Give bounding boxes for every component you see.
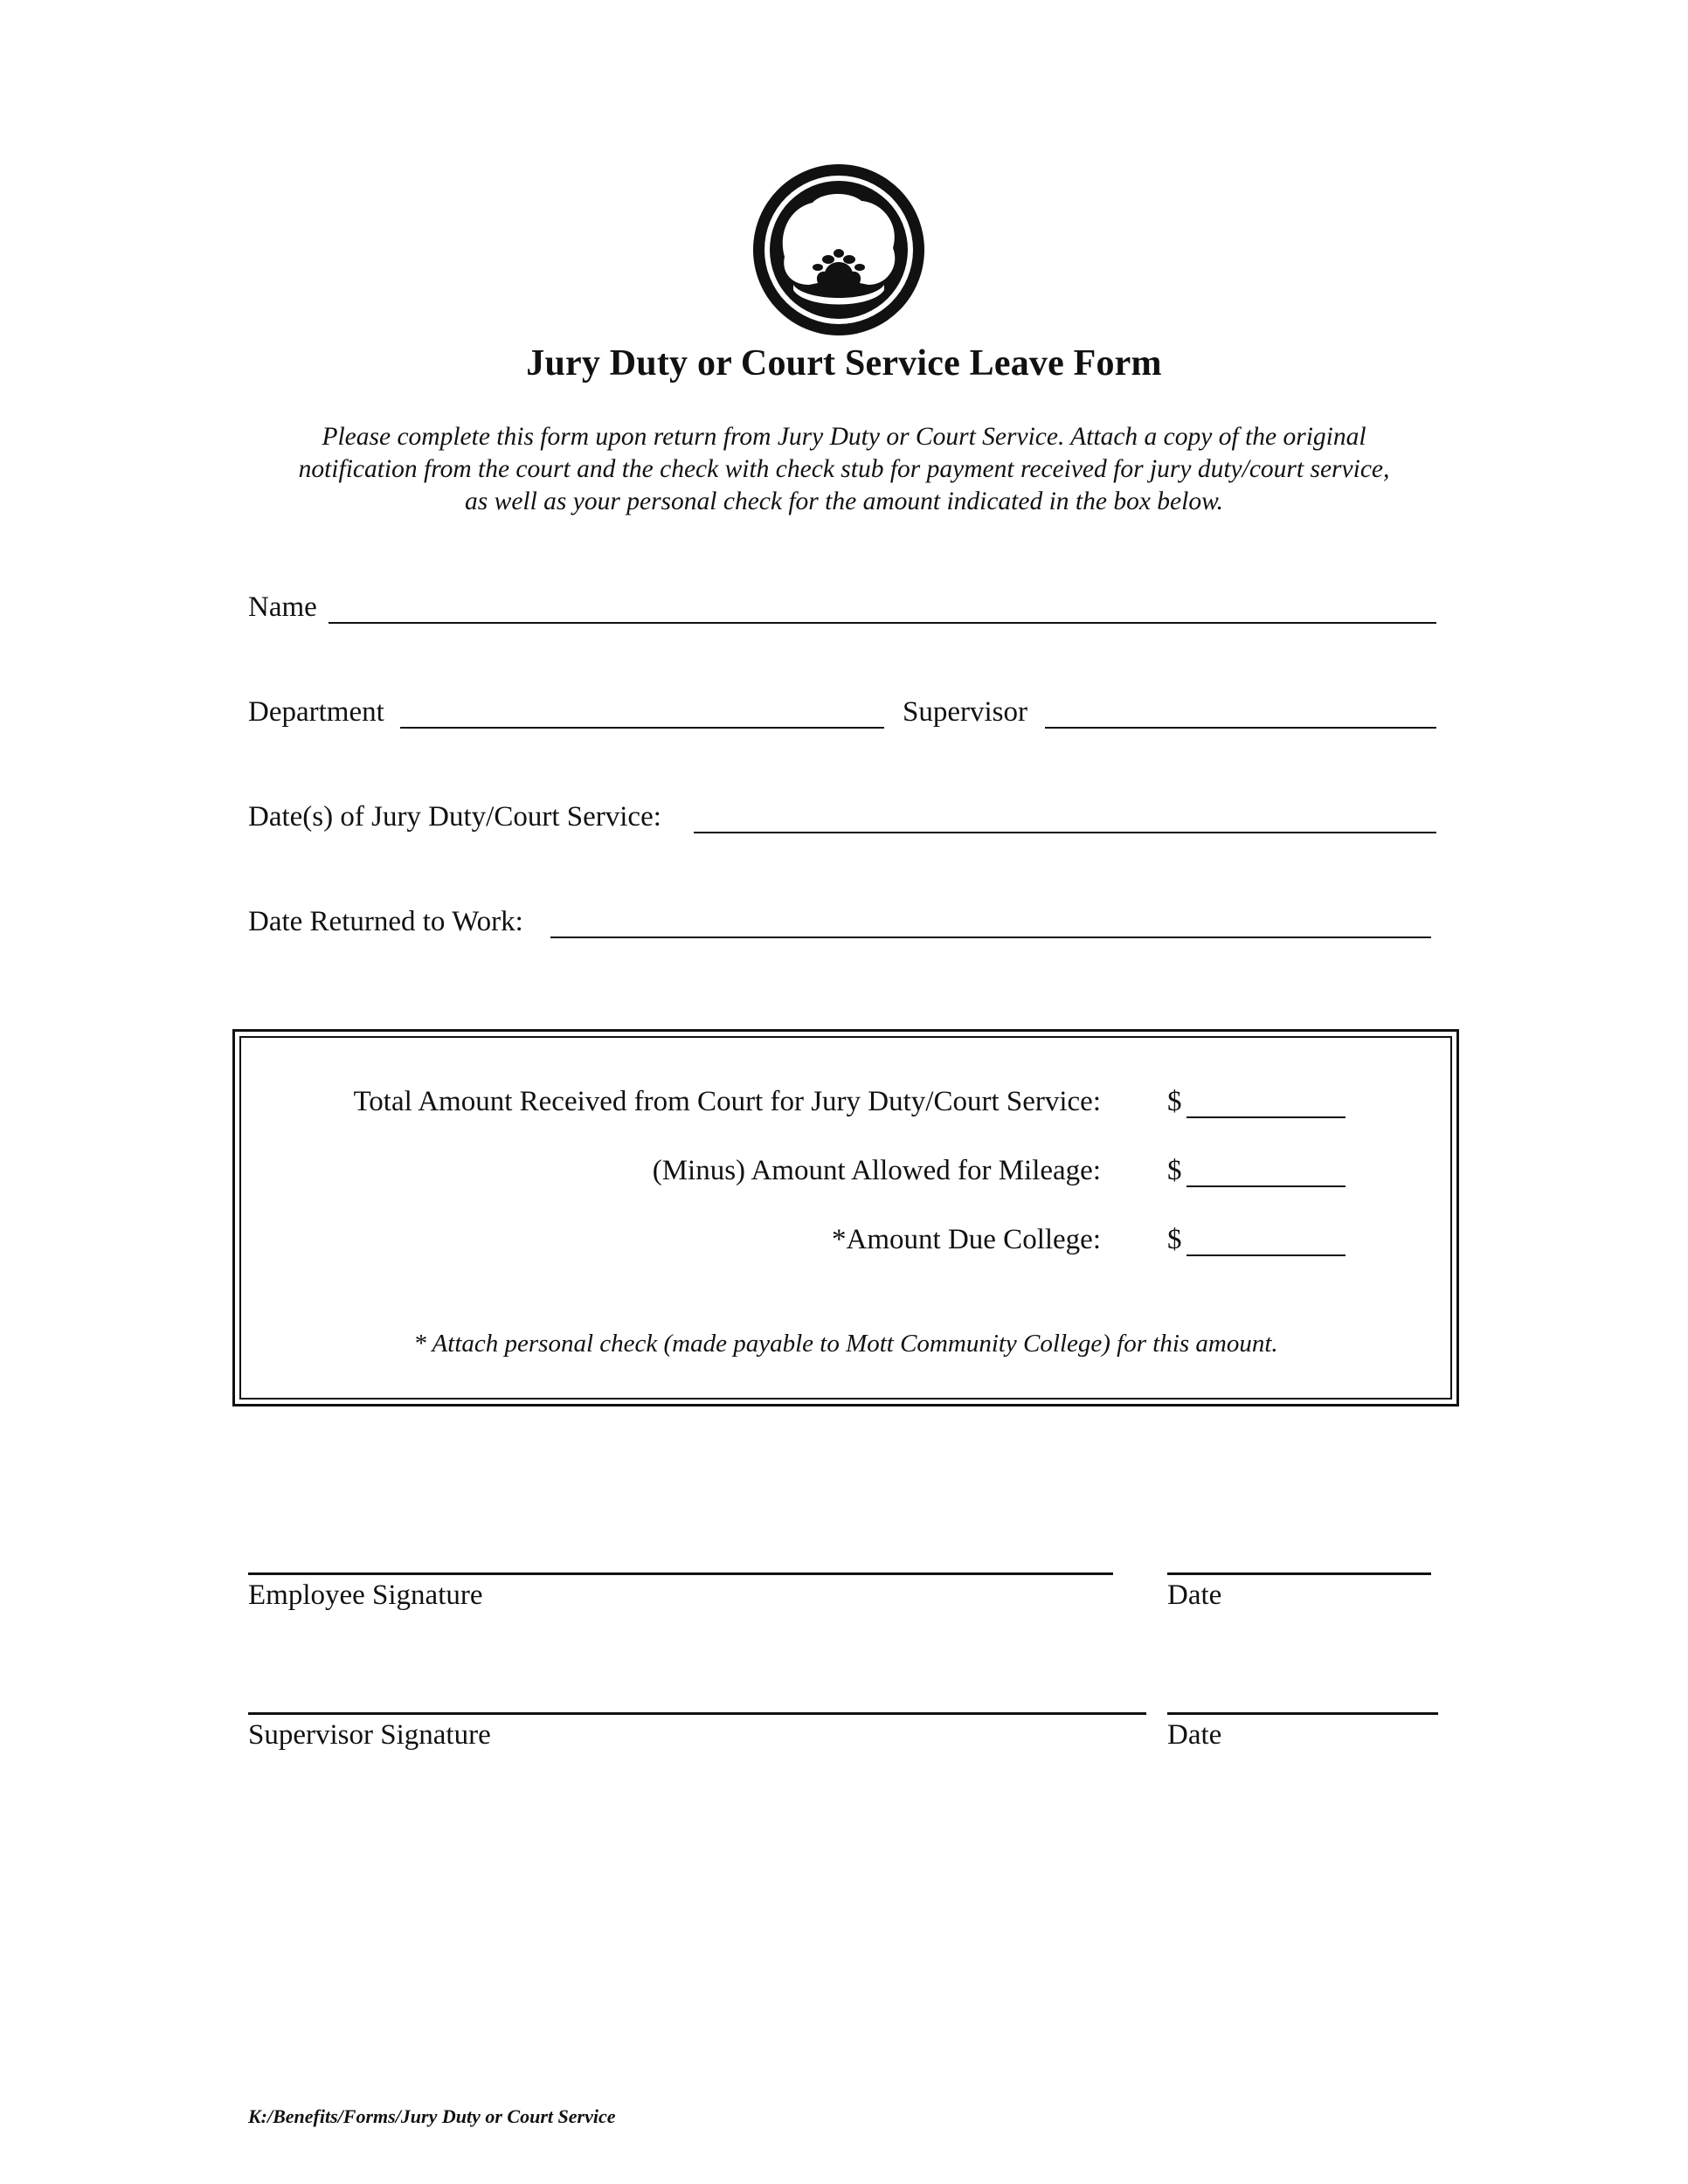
- employee-date-label: Date: [1167, 1579, 1222, 1611]
- supervisor-signature-field[interactable]: [248, 1712, 1146, 1715]
- employee-signature-label: Employee Signature: [248, 1579, 483, 1611]
- check-footnote: * Attach personal check (made payable to Mott Community College) for this amount.: [413, 1330, 1278, 1358]
- form-title: Jury Duty or Court Service Leave Form: [526, 343, 1162, 384]
- total-amount-field[interactable]: [1186, 1116, 1346, 1118]
- jury-dates-label: Date(s) of Jury Duty/Court Service:: [248, 801, 661, 833]
- return-date-label: Date Returned to Work:: [248, 906, 523, 937]
- supervisor-date-label: Date: [1167, 1719, 1222, 1751]
- supervisor-date-field[interactable]: [1167, 1712, 1438, 1715]
- amount-due-field[interactable]: [1186, 1254, 1346, 1256]
- supervisor-label: Supervisor: [903, 696, 1027, 728]
- instructions-line: as well as your personal check for the amount indicated in the box below.: [465, 487, 1223, 515]
- department-label: Department: [248, 696, 384, 728]
- mileage-field[interactable]: [1186, 1185, 1346, 1187]
- name-field[interactable]: [329, 622, 1436, 624]
- employee-date-field[interactable]: [1167, 1572, 1431, 1575]
- mileage-label: (Minus) Amount Allowed for Mileage:: [652, 1155, 1101, 1186]
- return-date-field[interactable]: [550, 936, 1431, 938]
- college-logo: [751, 162, 926, 337]
- currency-symbol: $: [1167, 1155, 1182, 1186]
- supervisor-field[interactable]: [1045, 727, 1436, 729]
- employee-signature-field[interactable]: [248, 1572, 1113, 1575]
- file-path-footer: K:/Benefits/Forms/Jury Duty or Court Service: [248, 2105, 616, 2127]
- amount-due-label: *Amount Due College:: [832, 1224, 1101, 1255]
- jury-dates-field[interactable]: [694, 832, 1436, 833]
- currency-symbol: $: [1167, 1224, 1182, 1255]
- name-label: Name: [248, 591, 317, 623]
- instructions-line: Please complete this form upon return from Jury Duty or Court Service. Attach a copy of the original: [322, 423, 1366, 451]
- currency-symbol: $: [1167, 1086, 1182, 1117]
- department-field[interactable]: [400, 727, 884, 729]
- tree-seal-icon: [751, 162, 926, 337]
- instructions-line: notification from the court and the check with check stub for payment received for jury duty/court service,: [298, 455, 1390, 483]
- instructions: [227, 421, 1461, 518]
- total-amount-label: Total Amount Received from Court for Jury Duty/Court Service:: [353, 1086, 1101, 1117]
- supervisor-signature-label: Supervisor Signature: [248, 1719, 491, 1751]
